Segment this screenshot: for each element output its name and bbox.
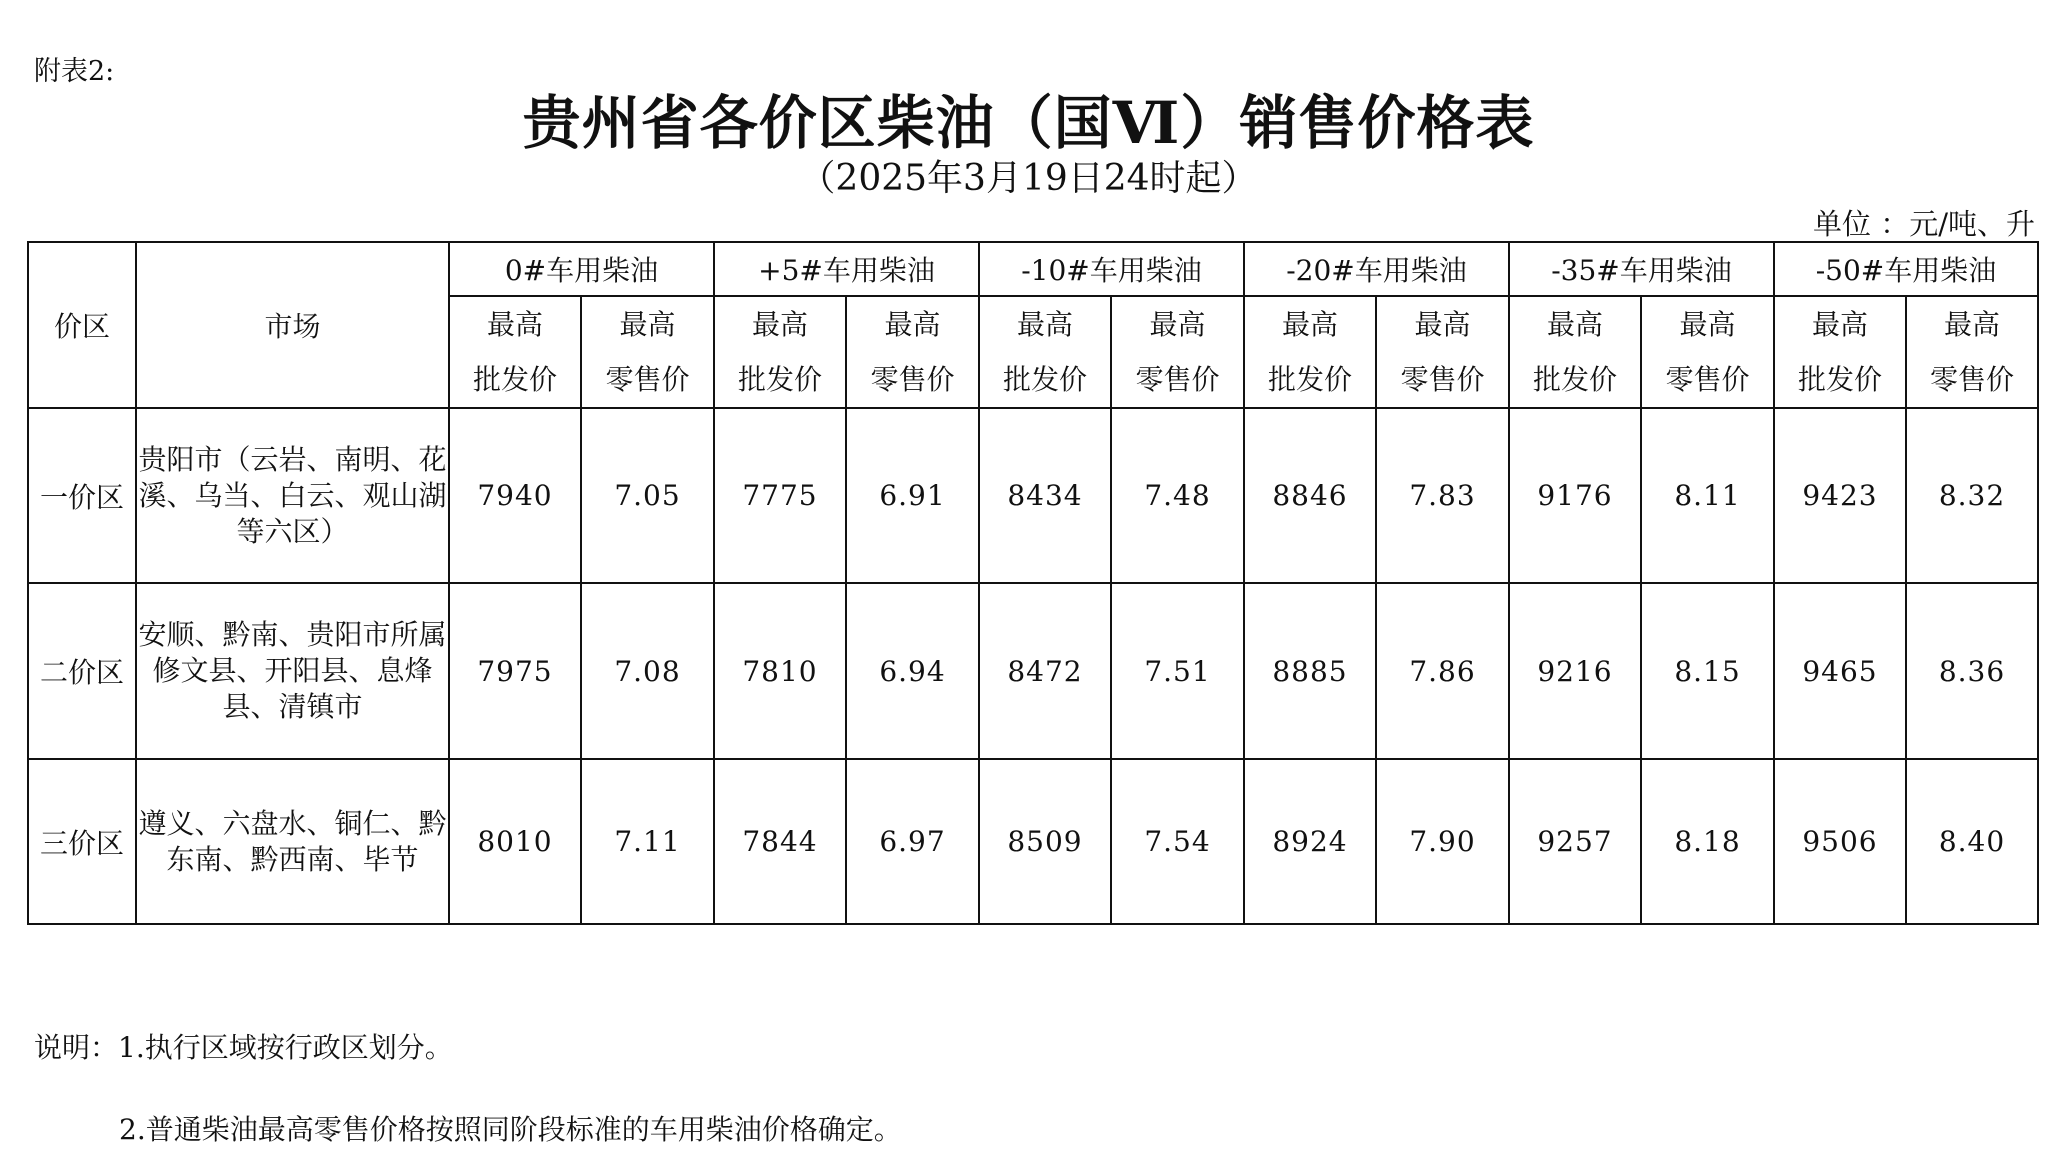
product-header: -35#车用柴油: [1509, 242, 1774, 296]
table-row: [28, 583, 2038, 759]
market-cell: 遵义、六盘水、铜仁、黔东南、黔西南、毕节: [136, 759, 449, 924]
retail-price-cell: 7.48: [1111, 408, 1244, 583]
retail-header: 最高 零售价: [1906, 296, 2038, 408]
wholesale-price-cell: 8010: [449, 759, 581, 924]
retail-price-cell: 8.11: [1641, 408, 1774, 583]
retail-price-cell: 7.54: [1111, 759, 1244, 924]
annex-label: 附表2:: [34, 56, 115, 87]
market-cell: 贵阳市（云岩、南明、花溪、乌当、白云、观山湖等六区）: [136, 408, 449, 583]
wholesale-price-cell: 7844: [714, 759, 846, 924]
wholesale-price-cell: 9216: [1509, 583, 1641, 759]
product-header: -20#车用柴油: [1244, 242, 1509, 296]
retail-price-cell: 7.83: [1376, 408, 1509, 583]
wholesale-header: 最高 批发价: [1509, 296, 1641, 408]
wholesale-price-cell: 9423: [1774, 408, 1906, 583]
retail-header: 最高 零售价: [1641, 296, 1774, 408]
table-row: [28, 408, 2038, 583]
retail-price-cell: 8.36: [1906, 583, 2038, 759]
retail-price-cell: 7.11: [581, 759, 714, 924]
wholesale-price-cell: 7940: [449, 408, 581, 583]
retail-price-cell: 7.51: [1111, 583, 1244, 759]
wholesale-price-cell: 7810: [714, 583, 846, 759]
zone-cell: 三价区: [28, 759, 136, 924]
wholesale-price-cell: 8472: [979, 583, 1111, 759]
product-header: -10#车用柴油: [979, 242, 1244, 296]
wholesale-price-cell: 9176: [1509, 408, 1641, 583]
retail-header: 最高 零售价: [1111, 296, 1244, 408]
retail-price-cell: 6.91: [846, 408, 979, 583]
wholesale-header: 最高 批发价: [1244, 296, 1376, 408]
wholesale-price-cell: 8434: [979, 408, 1111, 583]
table-row: [28, 759, 2038, 924]
page-title: 贵州省各价区柴油（国Ⅵ）销售价格表: [522, 89, 1535, 157]
market-cell: 安顺、黔南、贵阳市所属修文县、开阳县、息烽县、清镇市: [136, 583, 449, 759]
retail-price-cell: 8.40: [1906, 759, 2038, 924]
wholesale-price-cell: 9257: [1509, 759, 1641, 924]
wholesale-header: 最高 批发价: [714, 296, 846, 408]
retail-price-cell: 8.15: [1641, 583, 1774, 759]
wholesale-price-cell: 9506: [1774, 759, 1906, 924]
product-header: -50#车用柴油: [1774, 242, 2038, 296]
note-1: 说明：1.执行区域按行政区划分。: [34, 1031, 453, 1064]
wholesale-header: 最高 批发价: [1774, 296, 1906, 408]
wholesale-price-cell: 8846: [1244, 408, 1376, 583]
wholesale-header: 最高 批发价: [979, 296, 1111, 408]
wholesale-price-cell: 8924: [1244, 759, 1376, 924]
retail-price-cell: 7.08: [581, 583, 714, 759]
zone-header: 价区: [28, 242, 136, 408]
zone-cell: 二价区: [28, 583, 136, 759]
wholesale-price-cell: 8509: [979, 759, 1111, 924]
wholesale-price-cell: 7975: [449, 583, 581, 759]
wholesale-header: 最高 批发价: [449, 296, 581, 408]
price-table: [27, 241, 2039, 925]
retail-price-cell: 6.97: [846, 759, 979, 924]
note-2: 2.普通柴油最高零售价格按照同阶段标准的车用柴油价格确定。: [119, 1113, 902, 1146]
retail-price-cell: 7.90: [1376, 759, 1509, 924]
retail-price-cell: 7.86: [1376, 583, 1509, 759]
retail-price-cell: 8.32: [1906, 408, 2038, 583]
retail-price-cell: 8.18: [1641, 759, 1774, 924]
zone-cell: 一价区: [28, 408, 136, 583]
wholesale-price-cell: 8885: [1244, 583, 1376, 759]
market-header: 市场: [136, 242, 449, 408]
unit-label: 单位 ：元/吨、升: [1813, 207, 2035, 241]
header-row: [28, 242, 2038, 296]
product-header: 0#车用柴油: [449, 242, 714, 296]
wholesale-price-cell: 7775: [714, 408, 846, 583]
retail-header: 最高 零售价: [1376, 296, 1509, 408]
retail-header: 最高 零售价: [581, 296, 714, 408]
product-header: +5#车用柴油: [714, 242, 979, 296]
wholesale-price-cell: 9465: [1774, 583, 1906, 759]
retail-header: 最高 零售价: [846, 296, 979, 408]
retail-price-cell: 6.94: [846, 583, 979, 759]
retail-price-cell: 7.05: [581, 408, 714, 583]
effective-date: （2025年3月19日24时起）: [799, 158, 1258, 199]
